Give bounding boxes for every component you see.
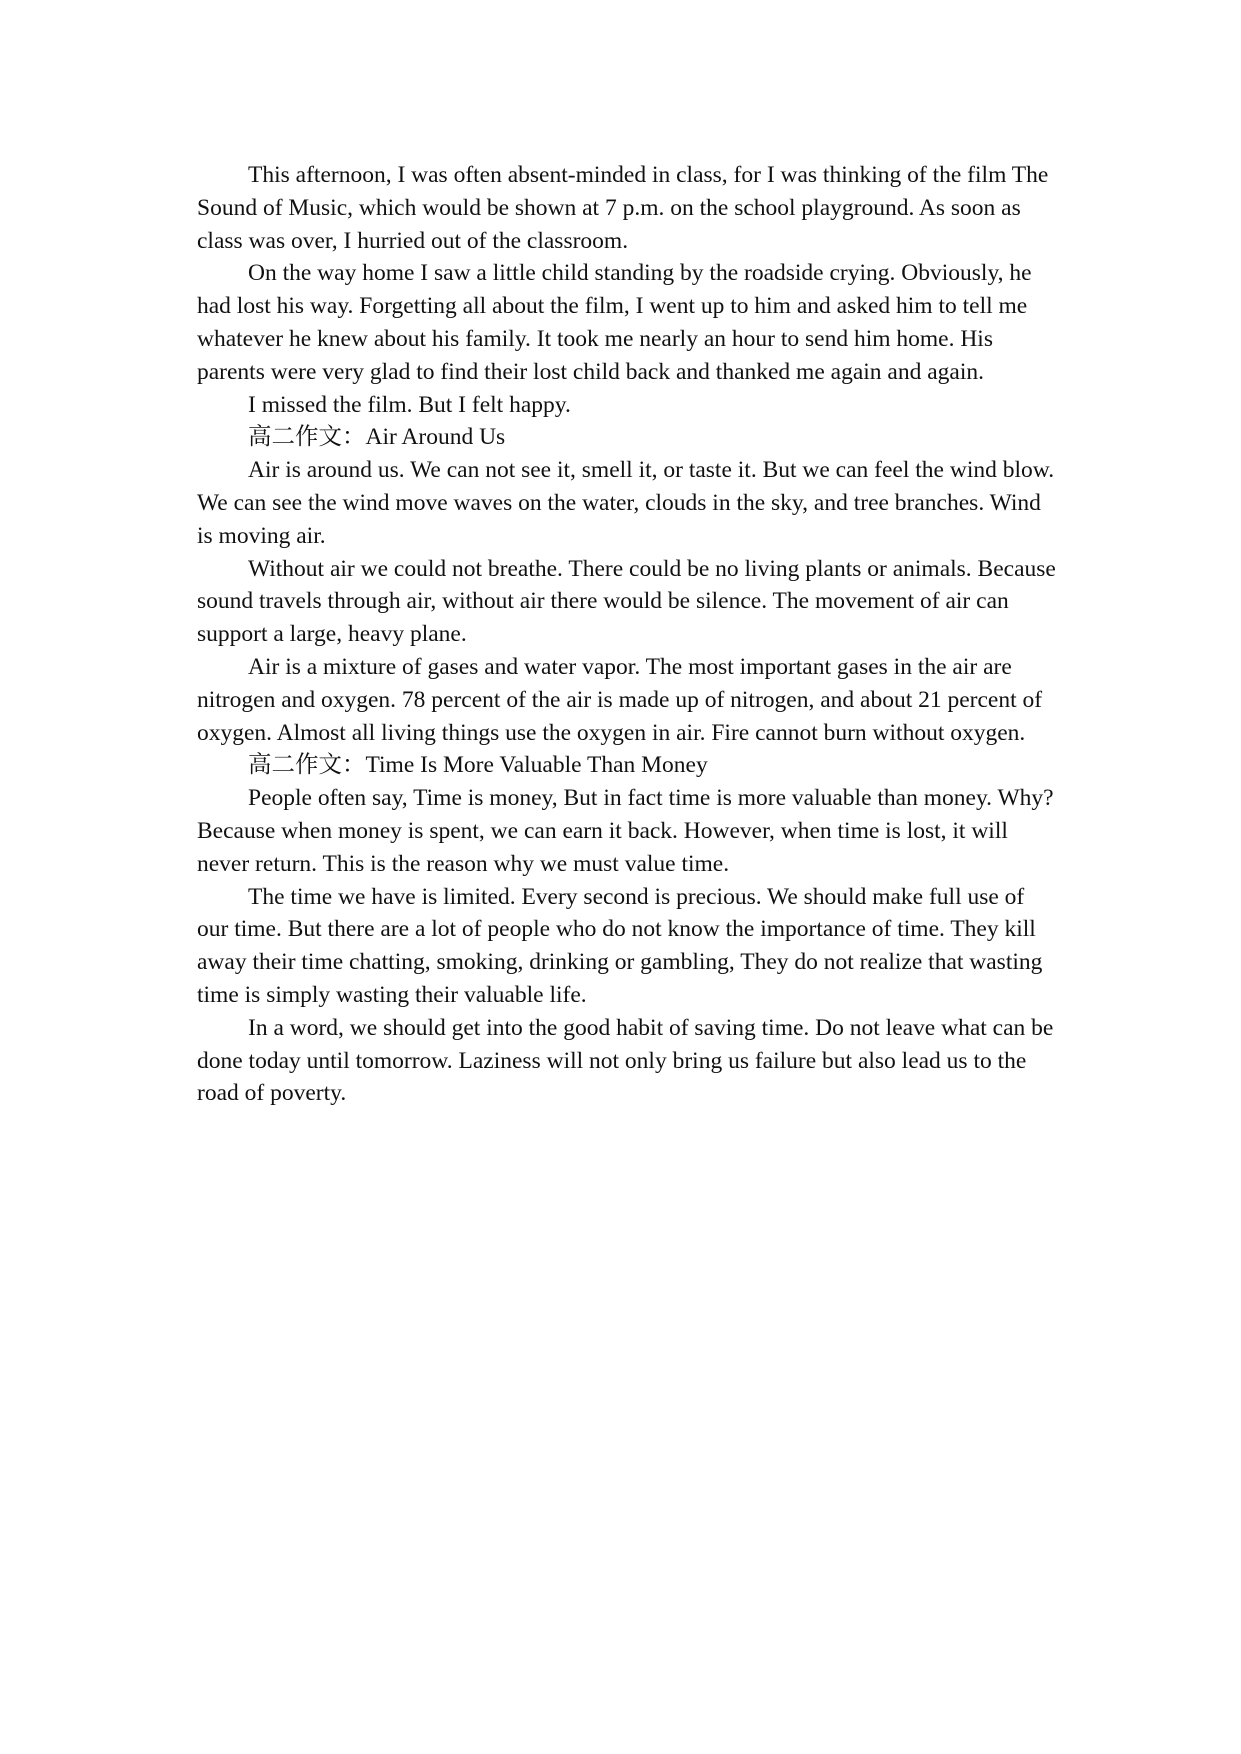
paragraph-air-around: Air is around us. We can not see it, smell it, or taste it. But we can feel the wind blow. We can see the wind move waves on the water, clouds in the sky, and tree branches. Wind is moving air. <box>197 457 1055 549</box>
paragraph-time-limited: The time we have is limited. Every second is precious. We should make full use of our time. But there are a lot of people who do not know the importance of time. They kill away their time chatting, smoking, drinking or gambling, They do not realize that wasting time is simply wasting their valuable life. <box>197 883 1043 1008</box>
paragraph-time-is-money: People often say, Time is money, But in fact time is more valuable than money. Why? Because when money is spent, we can earn it back. However, when time is lost, it will never return. This is the reason why we must value time. <box>197 785 1054 877</box>
paragraph-air-mixture: Air is a mixture of gases and water vapor. The most important gases in the air are nitrogen and oxygen. 78 percent of the air is made up of nitrogen, and about 21 percent of oxygen. Almost all living things use the oxygen in air. Fire cannot burn without oxygen. <box>197 653 1043 746</box>
paragraph-lost-child: On the way home I saw a little child standing by the roadside crying. Obviously, he had lost his way. Forgetting all about the film, I went up to him and asked him to tell me whatever he knew about his family. It took me nearly an hour to send him home. His parents were very glad to find their lost child back and thanked me again and again. <box>197 260 1032 385</box>
paragraph-in-a-word: In a word, we should get into the good habit of saving time. Do not leave what can be done today until tomorrow. Laziness will not only bring us failure but also lead us to the road of poverty. <box>197 1014 1054 1107</box>
paragraph-missed-film: I missed the film. But I felt happy. <box>248 391 571 418</box>
essay-heading-time-money: 高二作文：Time Is More Valuable Than Money <box>248 752 708 779</box>
paragraph-film-afternoon: This afternoon, I was often absent-minded in class, for I was thinking of the film The Sound of Music, which would be shown at 7 p.m. on the school playground. As soon as class was over, I hurried out of the classroom. <box>197 162 1049 254</box>
paragraph-without-air: Without air we could not breathe. There could be no living plants or animals. Because sound travels through air, without air there would be silence. The movement of air can support a large, heavy plane. <box>197 555 1056 648</box>
document-body <box>197 159 1057 1110</box>
essay-heading-air-around-us: 高二作文：Air Around Us <box>248 424 506 451</box>
